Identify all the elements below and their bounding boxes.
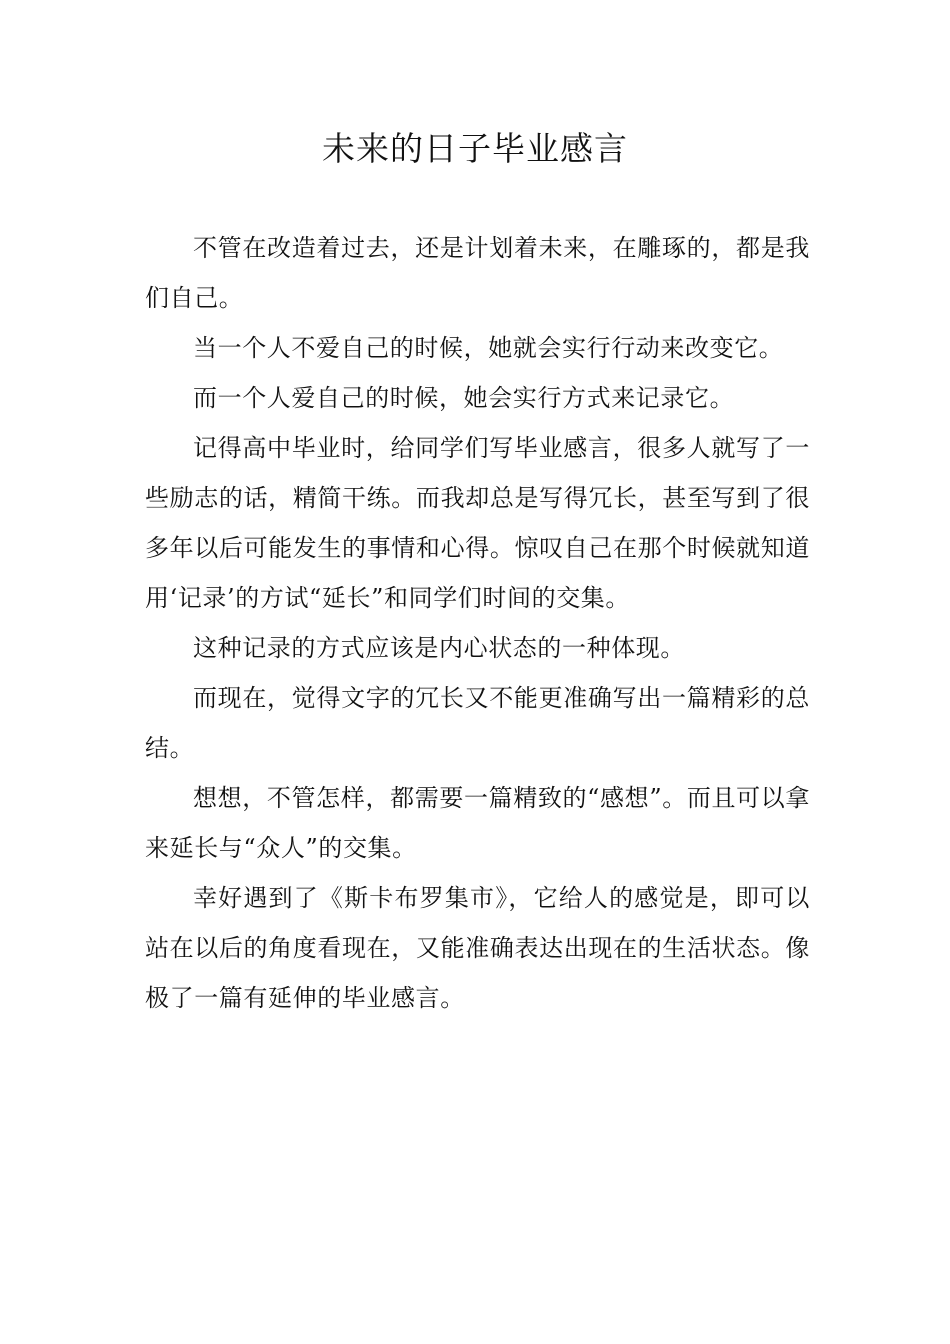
paragraph: 这种记录的方式应该是内心状态的一种体现。 [193, 634, 685, 662]
paragraph: 不管在改造着过去，还是计划着未来，在雕琢的，都是我们自己。 [145, 234, 810, 312]
document-title: 未来的日子毕业感言 [322, 129, 628, 168]
paragraph: 而现在，觉得文字的冗长又不能更准确写出一篇精彩的总结。 [145, 684, 810, 762]
paragraph: 想想，不管怎样，都需要一篇精致的“感想”。而且可以拿来延长与“众人”的交集。 [145, 784, 810, 862]
document-body [145, 223, 810, 1023]
paragraph: 记得高中毕业时，给同学们写毕业感言，很多人就写了一些励志的话，精简干练。而我却总是写得冗长，甚至写到了很多年以后可能发生的事情和心得。惊叹自己在那个时候就知道用‘记录’的方试“延长”和同学们时间的交集。 [145, 434, 810, 612]
paragraph: 幸好遇到了《斯卡布罗集市》，它给人的感觉是，即可以站在以后的角度看现在，又能准确表达出现在的生活状态。像极了一篇有延伸的毕业感言。 [145, 884, 810, 1012]
paragraph: 当一个人不爱自己的时候，她就会实行行动来改变它。 [193, 334, 784, 362]
paragraph: 而一个人爱自己的时候，她会实行方式来记录它。 [193, 384, 735, 412]
